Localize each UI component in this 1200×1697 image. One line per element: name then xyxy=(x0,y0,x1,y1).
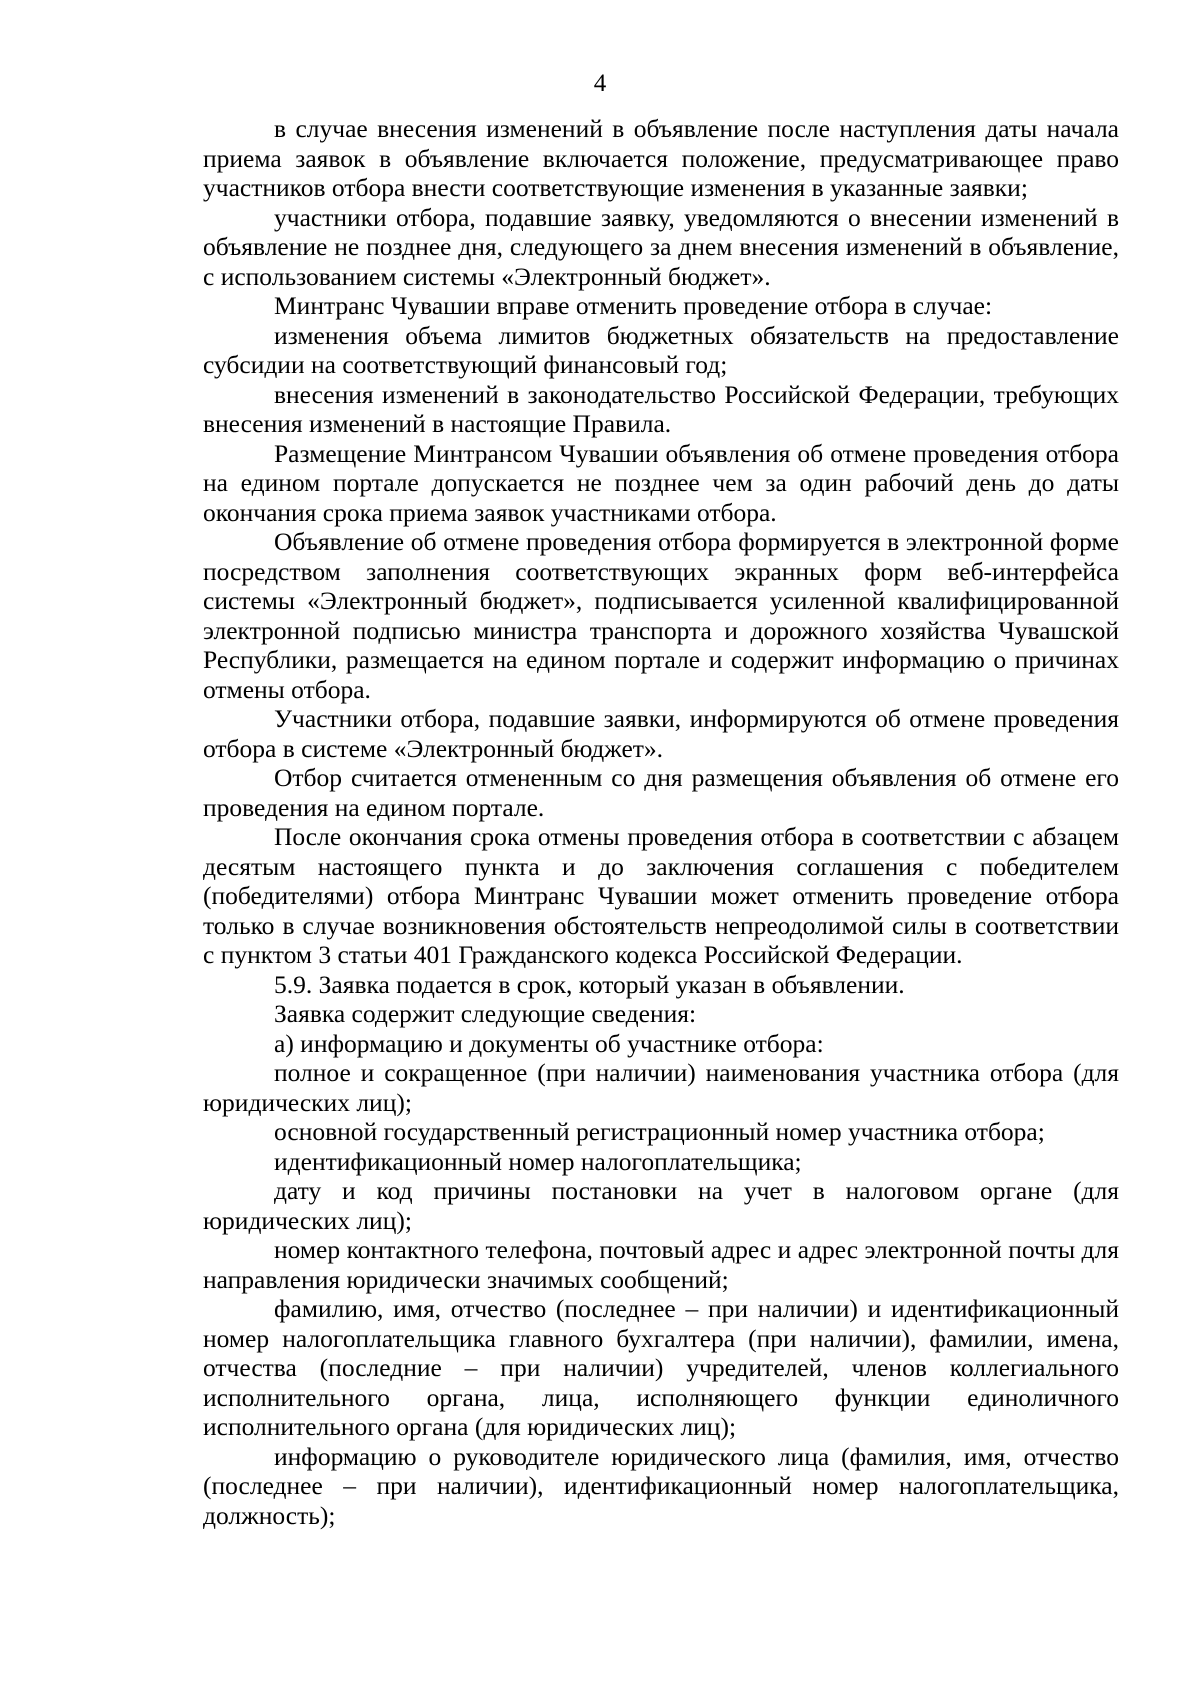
paragraph: фамилию, имя, отчество (последнее – при наличии) и идентификационный номер налогоплательщика главного бухгалтера (при наличии), фамилии, имена, отчества (последние – при наличии) учредителей, членов коллегиального исполнительного органа, лица, исполняющего функции единоличного исполнительного органа (для юридических лиц); xyxy=(203,1294,1119,1441)
paragraph: Объявление об отмене проведения отбора формируется в электронной форме посредством заполнения соответствующих экранных форм веб-интерфейса системы «Электронный бюджет», подписывается усиленной квалифицированной электронной подписью министра транспорта и дорожного хозяйства Чувашской Республики, размещается на едином портале и содержит информацию о причинах отмены отбора. xyxy=(203,527,1119,704)
paragraph: После окончания срока отмены проведения отбора в соответствии с абзацем десятым настоящего пункта и до заключения соглашения с победителем (победителями) отбора Минтранс Чувашии может отменить проведение отбора только в случае возникновения обстоятельств непреодолимой силы в соответствии с пунктом 3 статьи 401 Гражданского кодекса Российской Федерации. xyxy=(203,822,1119,969)
page-number: 4 xyxy=(593,70,607,97)
paragraph: участники отбора, подавшие заявку, уведомляются о внесении изменений в объявление не позднее дня, следующего за днем внесения изменений в объявление, с использованием системы «Электронный бюджет». xyxy=(203,202,1119,291)
paragraph: Минтранс Чувашии вправе отменить проведение отбора в случае: xyxy=(274,291,993,320)
paragraph: 5.9. Заявка подается в срок, который указан в объявлении. xyxy=(274,969,905,999)
paragraph: Размещение Минтрансом Чувашии объявления об отмене проведения отбора на едином портале допускается не позднее чем за один рабочий день до даты окончания срока приема заявок участниками отбора. xyxy=(203,438,1119,527)
paragraph: Заявка содержит следующие сведения: xyxy=(274,999,697,1028)
document-body xyxy=(203,114,1119,1530)
paragraph: информацию о руководителе юридического лица (фамилия, имя, отчество (последнее – при наличии), идентификационный номер налогоплательщика, должность); xyxy=(203,1441,1119,1530)
paragraph: а) информацию и документы об участнике отбора: xyxy=(274,1028,824,1058)
paragraph: основной государственный регистрационный номер участника отбора; xyxy=(274,1117,1045,1146)
paragraph: изменения объема лимитов бюджетных обязательств на предоставление субсидии на соответствующий финансовый год; xyxy=(203,320,1119,379)
paragraph: дату и код причины постановки на учет в налоговом органе (для юридических лиц); xyxy=(203,1176,1119,1235)
paragraph: полное и сокращенное (при наличии) наименования участника отбора (для юридических лиц); xyxy=(203,1058,1119,1117)
paragraph: идентификационный номер налогоплательщика; xyxy=(274,1146,802,1176)
paragraph: номер контактного телефона, почтовый адрес и адрес электронной почты для направления юридически значимых сообщений; xyxy=(203,1235,1119,1294)
paragraph: Отбор считается отмененным со дня размещения объявления об отмене его проведения на едином портале. xyxy=(203,763,1119,822)
paragraph: внесения изменений в законодательство Российской Федерации, требующих внесения изменений в настоящие Правила. xyxy=(203,379,1119,438)
paragraph: Участники отбора, подавшие заявки, информируются об отмене проведения отбора в системе «Электронный бюджет». xyxy=(203,704,1119,763)
paragraph: в случае внесения изменений в объявление после наступления даты начала приема заявок в объявление включается положение, предусматривающее право участников отбора внести соответствующие изменения в указанные заявки; xyxy=(203,114,1119,202)
